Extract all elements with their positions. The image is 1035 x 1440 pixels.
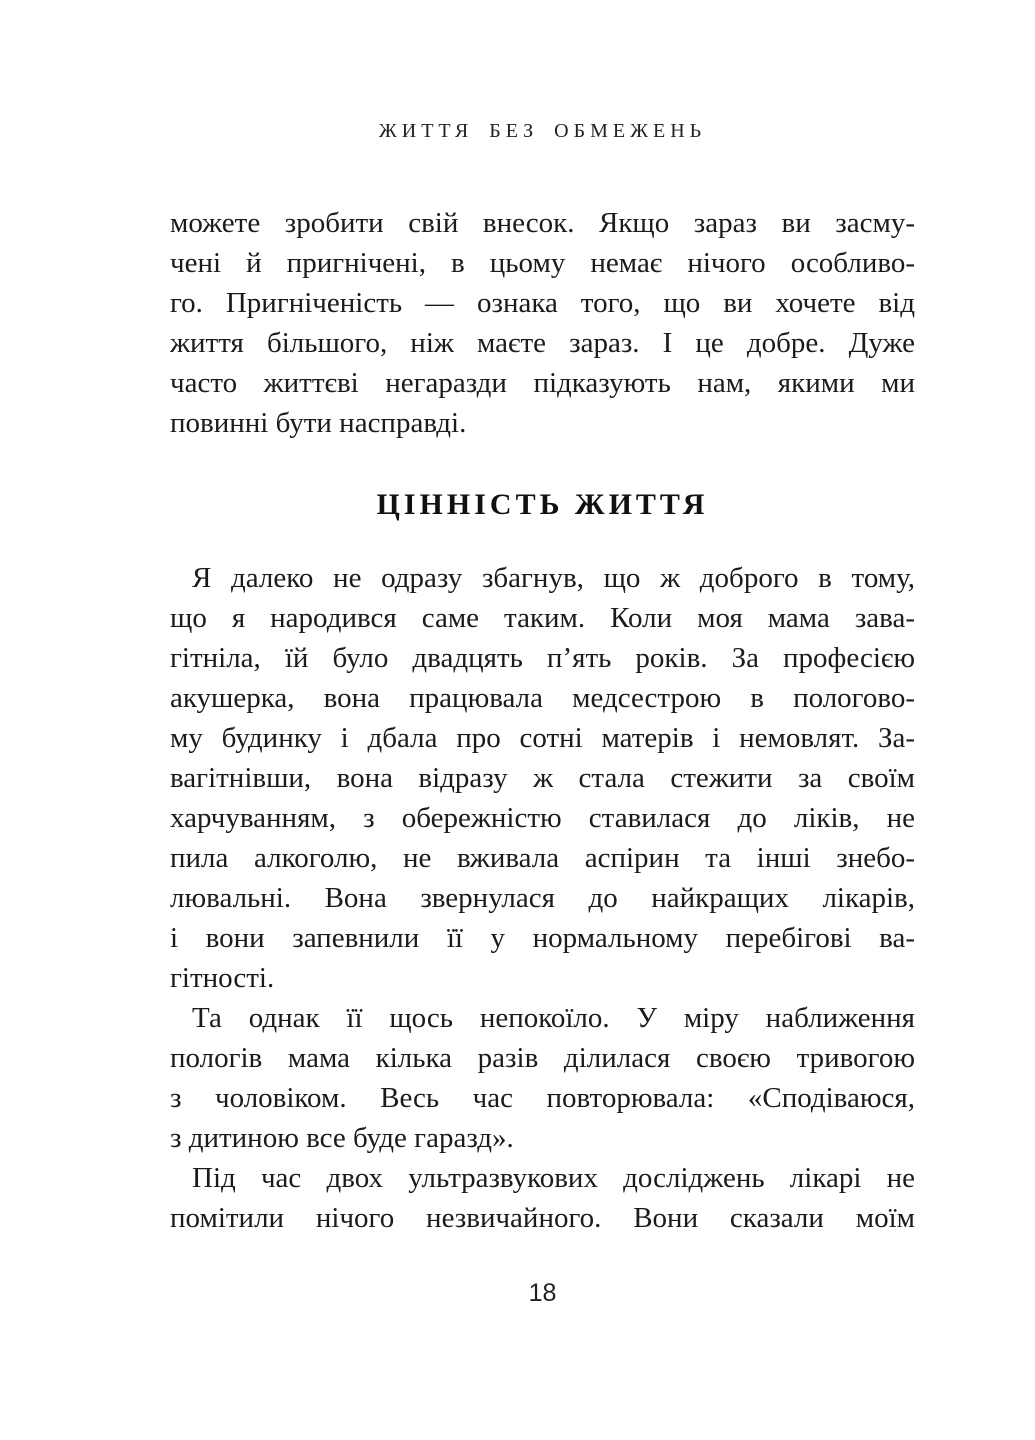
text-line: харчуванням, з обережністю ставилася до ліків, не — [170, 802, 915, 834]
text-line: з дитиною все буде гаразд». — [170, 1122, 514, 1154]
section-heading: ЦІННІСТЬ ЖИТТЯ — [376, 488, 709, 521]
text-line: Та однак її щось непокоїло. У міру наближення — [192, 1002, 915, 1034]
text-line: гітніла, їй було двадцять п’ять років. За професією — [170, 642, 915, 674]
page-number: 18 — [528, 1279, 557, 1307]
paragraph — [170, 998, 915, 1158]
text-line: помітили нічого незвичайного. Вони сказали моїм — [170, 1202, 915, 1234]
text-line: акушерка, вона працювала медсестрою в пологово- — [170, 682, 915, 714]
text-line: гітності. — [170, 962, 275, 994]
text-line: повинні бути насправді. — [170, 407, 467, 439]
text-line: з чоловіком. Весь час повторювала: «Сподіваюся, — [170, 1082, 915, 1114]
running-header: ЖИТТЯ БЕЗ ОБМЕЖЕНЬ — [378, 120, 707, 142]
text-line: що я народився саме таким. Коли моя мама зава- — [170, 602, 915, 634]
text-line: Під час двох ультразвукових досліджень лікарі не — [192, 1162, 915, 1194]
text-line: пила алкоголю, не вживала аспірин та інші знебо- — [170, 842, 915, 874]
text-line: му будинку і дбала про сотні матерів і немовлят. За- — [170, 722, 915, 754]
paragraph — [170, 1158, 915, 1238]
text-line: можете зробити свій внесок. Якщо зараз ви засму- — [170, 207, 915, 239]
text-line: Я далеко не одразу збагнув, що ж доброго в тому, — [192, 562, 915, 594]
text-line: лювальні. Вона звернулася до найкращих лікарів, — [170, 882, 915, 914]
text-line: го. Пригніченість — ознака того, що ви хочете від — [170, 287, 915, 319]
text-line: вагітнівши, вона відразу ж стала стежити за своїм — [170, 762, 915, 794]
text-line: часто життєві негаразди підказують нам, якими ми — [170, 367, 915, 399]
paragraph — [170, 558, 915, 998]
text-line: і вони запевнили її у нормальному перебігові ва- — [170, 922, 915, 954]
text-line: чені й пригнічені, в цьому немає нічого особливо- — [170, 247, 915, 279]
paragraph-continuation — [170, 203, 915, 443]
text-line: пологів мама кілька разів ділилася своєю тривогою — [170, 1042, 915, 1074]
text-line: життя більшого, ніж маєте зараз. І це добре. Дуже — [170, 327, 915, 359]
page-text — [170, 203, 915, 1238]
